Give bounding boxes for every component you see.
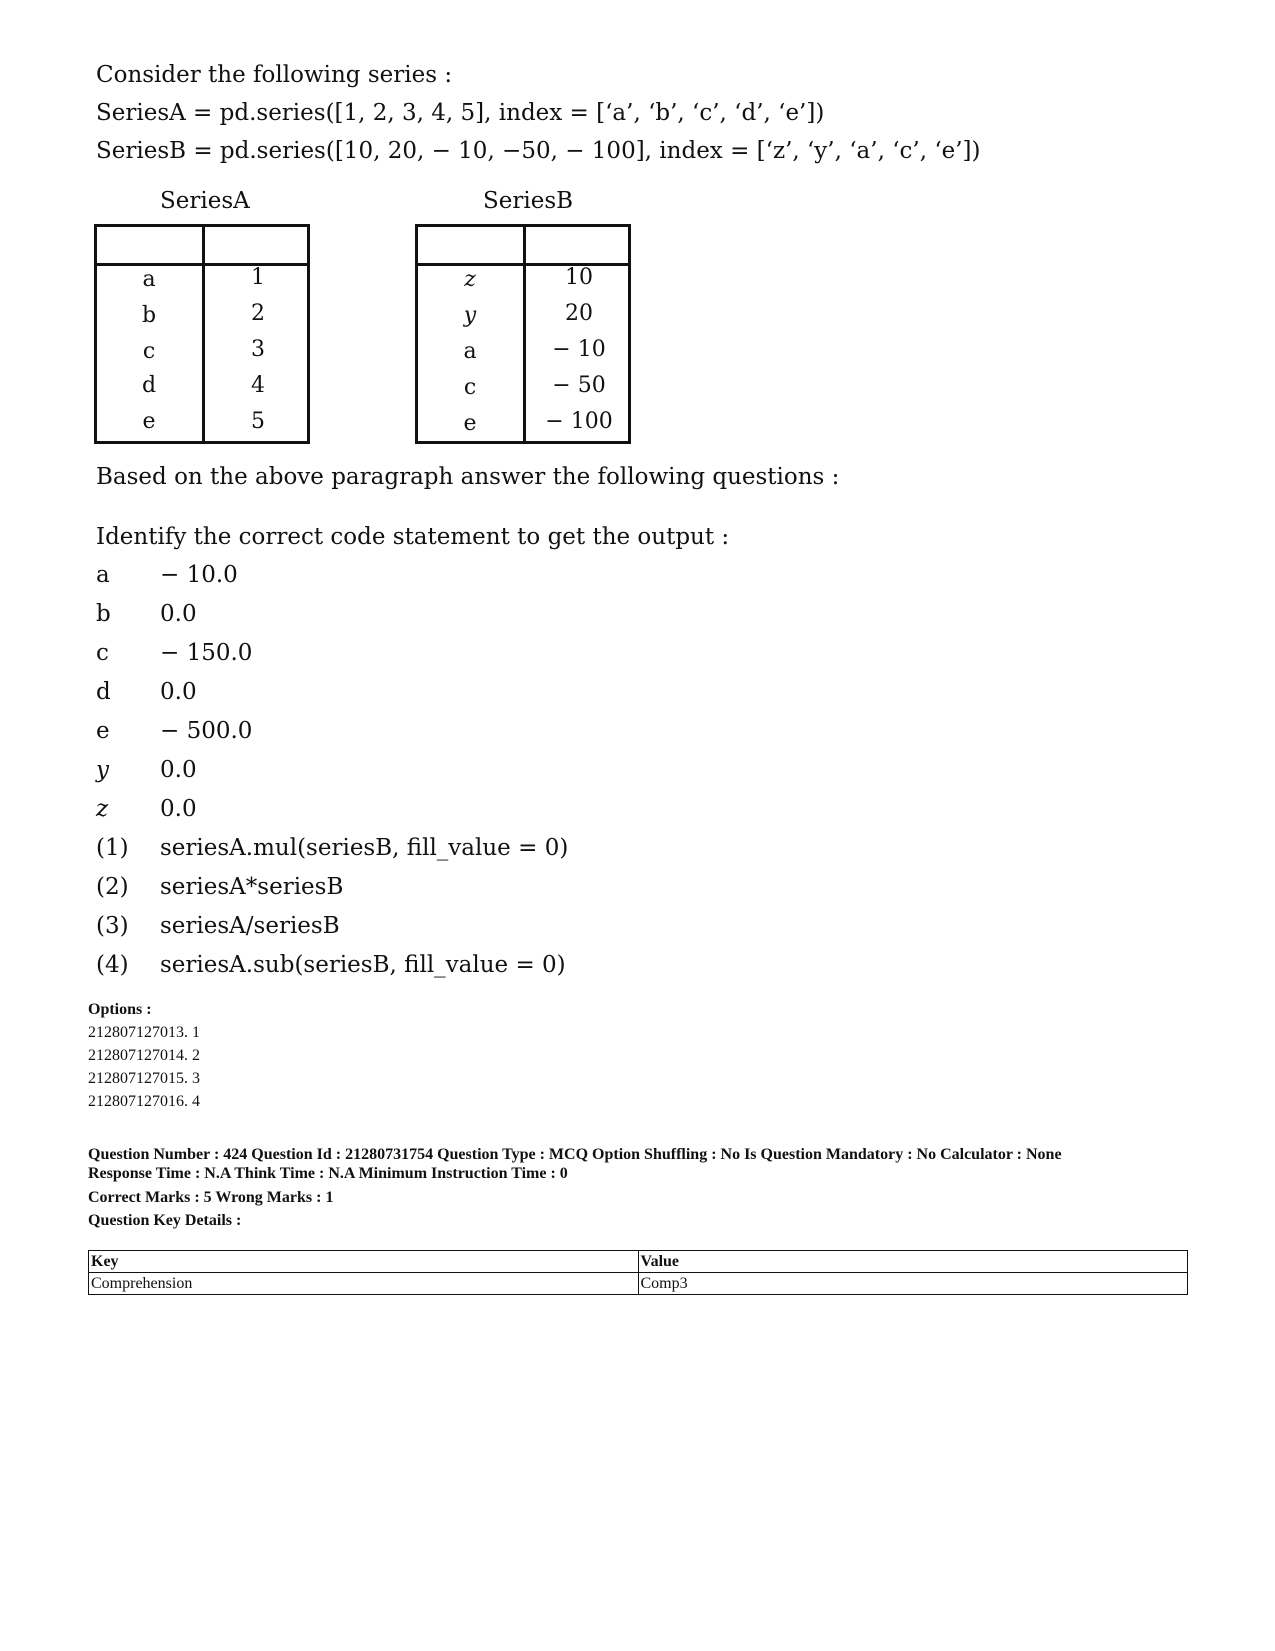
option-item: 212807127015. 3 xyxy=(88,1070,200,1087)
table-cell: − 10 xyxy=(552,337,606,362)
choice-code: seriesA*seriesB xyxy=(160,874,344,900)
key-details-label: Question Key Details : xyxy=(88,1212,242,1229)
table-cell: 4 xyxy=(251,373,265,398)
table-cell: Comprehension xyxy=(89,1273,639,1295)
table-cell: e xyxy=(463,411,477,436)
column-divider xyxy=(202,227,205,441)
output-index: y xyxy=(96,757,109,783)
table-cell: a xyxy=(142,267,156,292)
marks-line: Correct Marks : 5 Wrong Marks : 1 xyxy=(88,1189,334,1206)
series-b-title: SeriesB xyxy=(483,188,574,214)
output-value: 0.0 xyxy=(160,796,197,822)
choice-number: (3) xyxy=(96,913,129,939)
output-value: 0.0 xyxy=(160,757,197,783)
table-cell: Key xyxy=(89,1251,639,1273)
choice-code: seriesA.mul(seriesB, fill_value = 0) xyxy=(160,835,569,861)
output-index: d xyxy=(96,679,111,705)
choice-number: (4) xyxy=(96,952,129,978)
series-a-table xyxy=(94,224,310,444)
choice-code: seriesA.sub(seriesB, fill_value = 0) xyxy=(160,952,566,978)
output-index: b xyxy=(96,601,111,627)
output-value: − 10.0 xyxy=(160,562,238,588)
table-cell: c xyxy=(142,339,156,364)
table-cell: Comp3 xyxy=(638,1273,1188,1295)
table-cell: c xyxy=(463,375,477,400)
code-series-b: SeriesB = pd.series([10, 20, − 10, −50, − 100], index = [‘z’, ‘y’, ‘a’, ‘c’, ‘e’]) xyxy=(96,138,981,164)
output-value: − 500.0 xyxy=(160,718,253,744)
table-cell: 3 xyxy=(251,337,265,362)
option-item: 212807127014. 2 xyxy=(88,1047,200,1064)
series-a-title: SeriesA xyxy=(160,188,250,214)
output-index: z xyxy=(96,796,109,822)
option-item: 212807127013. 1 xyxy=(88,1024,200,1041)
table-cell: y xyxy=(463,303,477,328)
table-cell: b xyxy=(141,303,157,328)
table-row xyxy=(89,1273,1188,1295)
output-index: c xyxy=(96,640,109,666)
table-cell: 2 xyxy=(251,301,265,326)
table-cell: 5 xyxy=(251,409,265,434)
table-cell: − 50 xyxy=(552,373,606,398)
choice-code: seriesA/seriesB xyxy=(160,913,340,939)
column-divider xyxy=(523,227,526,441)
choice-number: (1) xyxy=(96,835,129,861)
table-cell: − 100 xyxy=(545,409,613,434)
table-cell: e xyxy=(142,409,156,434)
table-cell: 1 xyxy=(251,265,265,290)
choice-number: (2) xyxy=(96,874,129,900)
output-value: 0.0 xyxy=(160,679,197,705)
table-cell: 10 xyxy=(565,265,593,290)
intro-text: Consider the following series : xyxy=(96,62,453,88)
question-meta-line: Response Time : N.A Think Time : N.A Minimum Instruction Time : 0 xyxy=(88,1165,568,1182)
table-cell: d xyxy=(141,373,157,398)
table-cell: 20 xyxy=(565,301,593,326)
series-b-table xyxy=(415,224,631,444)
key-details-table xyxy=(88,1250,1188,1295)
output-index: a xyxy=(96,562,110,588)
table-cell: Value xyxy=(638,1251,1188,1273)
output-index: e xyxy=(96,718,110,744)
option-item: 212807127016. 4 xyxy=(88,1093,200,1110)
question-text: Identify the correct code statement to get the output : xyxy=(96,524,730,550)
output-value: − 150.0 xyxy=(160,640,253,666)
table-cell: z xyxy=(464,267,476,292)
question-meta-line: Question Number : 424 Question Id : 21280731754 Question Type : MCQ Option Shuffling : No Is Question Mandatory : No Calculator : None xyxy=(88,1146,1062,1163)
options-label: Options : xyxy=(88,1001,152,1018)
table-cell: a xyxy=(463,339,477,364)
table-header-row xyxy=(89,1251,1188,1273)
output-value: 0.0 xyxy=(160,601,197,627)
code-series-a: SeriesA = pd.series([1, 2, 3, 4, 5], index = [‘a’, ‘b’, ‘c’, ‘d’, ‘e’]) xyxy=(96,100,825,126)
paragraph-note: Based on the above paragraph answer the following questions : xyxy=(96,464,840,490)
